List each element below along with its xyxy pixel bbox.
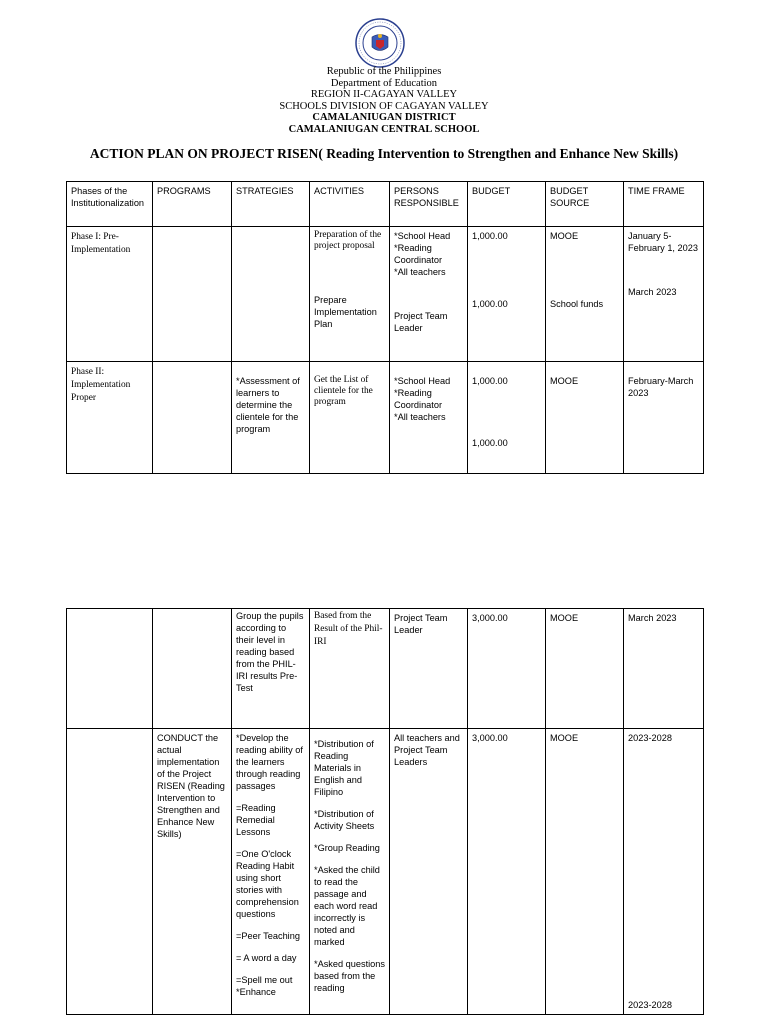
deped-seal-logo — [355, 18, 405, 68]
phase-1-label: Phase I: Pre- Implementation — [71, 232, 131, 255]
phase-2-budget-2: 1,000.00 — [472, 438, 508, 448]
phase-2-activities-cell — [310, 362, 390, 474]
header-strategies: STRATEGIES — [232, 182, 310, 227]
letterhead-republic: Republic of the Philippines — [326, 66, 442, 77]
header-phases: Phases of the Institutionalization — [67, 182, 153, 227]
row-grouping-program-cell — [153, 609, 232, 729]
phase-1-time-1: January 5- February 1, 2023 — [628, 231, 698, 253]
header-persons-responsible: PERSONS RESPONSIBLE — [390, 182, 468, 227]
row-impl-phase-cell — [67, 729, 153, 1015]
letterhead-department: Department of Education — [330, 77, 438, 89]
letterhead-division: SCHOOLS DIVISION OF CAGAYAN VALLEY — [279, 100, 489, 112]
phase-2-strategies-cell — [232, 362, 310, 474]
phase-1-budget-2: 1,000.00 — [472, 299, 508, 309]
action-plan-table-2 — [66, 608, 704, 1015]
row-impl-program-cell — [153, 729, 232, 1015]
row-impl-activity-3: *Group Reading — [314, 843, 380, 853]
phase-2-time: February-March 2023 — [628, 376, 694, 398]
phase-2-source: MOOE — [550, 376, 579, 386]
row-grouping-budget: 3,000.00 — [472, 613, 508, 623]
row-impl-persons: All teachers and Project Team Leaders — [394, 733, 460, 767]
row-grouping-phase-cell — [67, 609, 153, 729]
row-impl-source: MOOE — [550, 733, 579, 743]
row-impl-program: CONDUCT the actual implementation of the Project RISEN (Reading Intervention to Strengthen and Enhance New Skills) — [157, 733, 225, 839]
row-grouping-budget-cell — [468, 609, 546, 729]
row-impl-budget-cell — [468, 729, 546, 1015]
header-budget-source: BUDGET SOURCE — [546, 182, 624, 227]
row-impl-time: 2023-2028 — [628, 733, 672, 743]
row-impl-strategy-5: = A word a day — [236, 953, 297, 963]
row-impl-strategy-2: =Reading Remedial Lessons — [236, 803, 276, 837]
phase-1-strategies-cell — [232, 227, 310, 362]
letterhead — [0, 66, 768, 135]
phase-1-persons-cell — [390, 227, 468, 362]
letterhead-district: CAMALANIUGAN DISTRICT — [312, 112, 456, 123]
row-grouping-source: MOOE — [550, 613, 579, 623]
phase-2-strategy: *Assessment of learners to determine the clientele for the program — [236, 376, 300, 434]
row-grouping-persons-cell — [390, 609, 468, 729]
header-programs: PROGRAMS — [153, 182, 232, 227]
row-impl-time-bottom: 2023-2028 — [628, 1000, 672, 1010]
row-grouping-strategy: Group the pupils according to their level in reading based from the PHIL-IRI results Pre-Test — [236, 611, 304, 693]
letterhead-region: REGION II-CAGAYAN VALLEY — [310, 89, 458, 100]
phase-1-person-4: Project Team Leader — [394, 311, 448, 333]
phase-1-budget-1: 1,000.00 — [472, 231, 508, 241]
phase-2-label: Phase II: Implementation Proper — [71, 367, 131, 403]
row-grouping-time-cell — [624, 609, 704, 729]
row-impl-persons-cell — [390, 729, 468, 1015]
header-time-frame: TIME FRAME — [624, 182, 704, 227]
row-impl-activity-cell — [310, 729, 390, 1015]
row-impl-budget: 3,000.00 — [472, 733, 508, 743]
phase-1-budget-cell — [468, 227, 546, 362]
phase-2-person-2: *Reading Coordinator — [394, 388, 443, 410]
phase-1-activity-1: Preparation of the project proposal — [314, 230, 382, 251]
row-impl-strategy-3: =One O'clock Reading Habit using short stories with comprehension questions — [236, 849, 299, 919]
table-row-implementation — [67, 729, 704, 1015]
row-impl-activity-5: *Asked questions based from the reading — [314, 959, 385, 993]
action-plan-table-1 — [66, 181, 704, 474]
row-impl-strategy-1: *Develop the reading ability of the learners through reading passages — [236, 733, 303, 791]
row-impl-source-cell — [546, 729, 624, 1015]
row-grouping-source-cell — [546, 609, 624, 729]
row-impl-strategy-7: *Enhance — [236, 987, 276, 997]
row-grouping-persons: Project Team Leader — [394, 613, 448, 635]
phase-2-person-1: *School Head — [394, 376, 451, 386]
row-impl-activity-2: *Distribution of Activity Sheets — [314, 809, 375, 831]
header-activities: ACTIVITIES — [310, 182, 390, 227]
table-header-row — [67, 182, 704, 227]
phase-1-time-2: March 2023 — [628, 287, 677, 297]
table-row-grouping — [67, 609, 704, 729]
row-grouping-strategy-cell — [232, 609, 310, 729]
phase-1-programs-cell — [153, 227, 232, 362]
row-impl-activity-4: *Asked the child to read the passage and each word read incorrectly is noted and marked — [314, 865, 380, 947]
row-impl-strategy-6: =Spell me out — [236, 975, 293, 985]
row-grouping-time: March 2023 — [628, 613, 677, 623]
phase-1-source-1: MOOE — [550, 231, 579, 241]
phase-2-time-cell — [624, 362, 704, 474]
row-impl-time-cell — [624, 729, 704, 1015]
row-impl-activity-1: *Distribution of Reading Materials in English and Filipino — [314, 739, 374, 797]
row-impl-strategy-cell — [232, 729, 310, 1015]
phase-1-source-cell — [546, 227, 624, 362]
phase-1-activities-cell — [310, 227, 390, 362]
row-grouping-activity: Based from the Result of the Phil-IRI — [314, 611, 383, 647]
phase-2-budget-1: 1,000.00 — [472, 376, 508, 386]
table-row-phase-2 — [67, 362, 704, 474]
phase-2-programs-cell — [153, 362, 232, 474]
phase-2-persons-cell — [390, 362, 468, 474]
phase-2-person-3: *All teachers — [394, 412, 446, 422]
phase-1-person-1: *School Head — [394, 231, 451, 241]
letterhead-school: CAMALANIUGAN CENTRAL SCHOOL — [288, 123, 480, 135]
phase-1-activity-2: Prepare Implementation Plan — [314, 295, 377, 329]
document-title: ACTION PLAN ON PROJECT RISEN( Reading Intervention to Strengthen and Enhance New Skills) — [89, 146, 679, 161]
phase-2-budget-cell — [468, 362, 546, 474]
row-grouping-activity-cell — [310, 609, 390, 729]
table-row-phase-1 — [67, 227, 704, 362]
phase-1-source-2: School funds — [550, 299, 604, 309]
phase-1-person-2: *Reading Coordinator — [394, 243, 443, 265]
row-impl-strategy-4: =Peer Teaching — [236, 931, 300, 941]
phase-2-source-cell — [546, 362, 624, 474]
phase-2-activity: Get the List of clientele for the program — [314, 375, 373, 407]
phase-1-person-3: *All teachers — [394, 267, 446, 277]
phase-1-time-cell — [624, 227, 704, 362]
header-budget: BUDGET — [468, 182, 546, 227]
